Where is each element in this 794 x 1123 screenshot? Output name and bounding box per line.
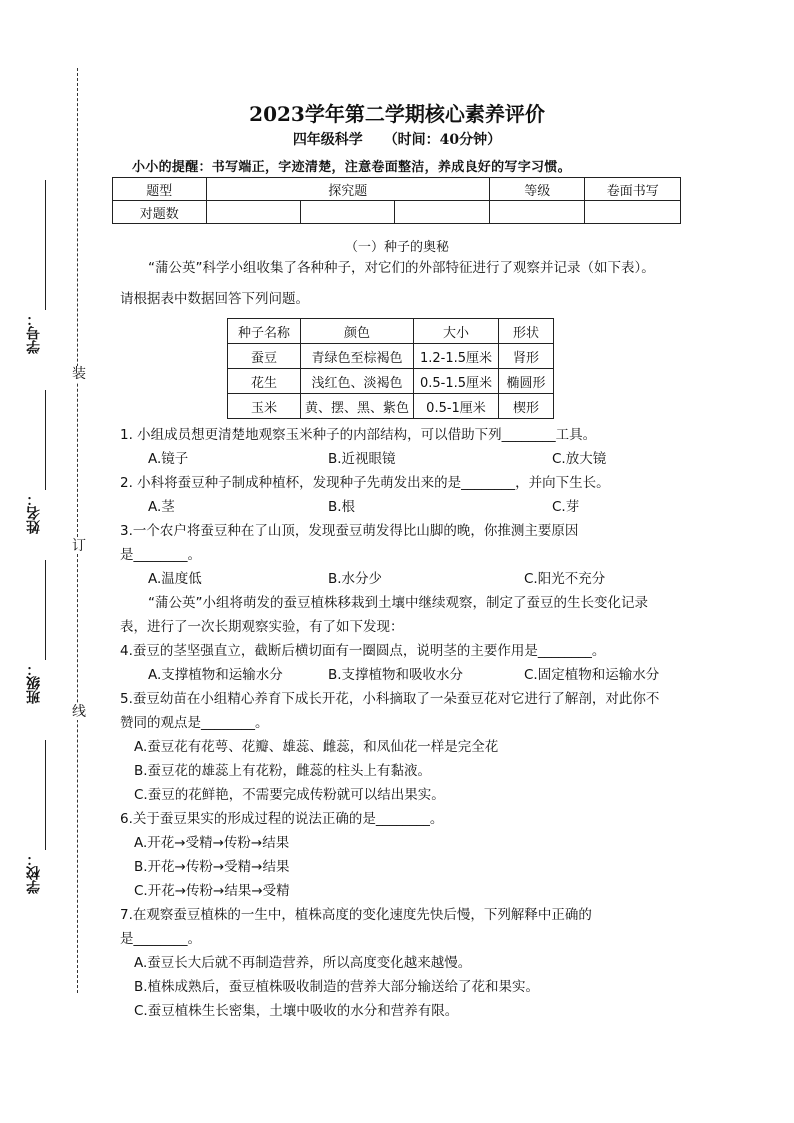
seed-cell: 肾形 <box>499 344 554 369</box>
seed-cell: 玉米 <box>228 394 301 419</box>
question-3-option-a[interactable]: A.温度低 <box>148 571 202 587</box>
question-6-option-a[interactable]: A.开花→受精→传粉→结果 <box>134 835 290 851</box>
binding-char-ding: 订 <box>72 538 86 554</box>
question-1-option-a[interactable]: A.镜子 <box>148 451 189 467</box>
seed-header-cell: 大小 <box>414 319 499 344</box>
seed-header-cell: 形状 <box>499 319 554 344</box>
writing-reminder: 小小的提醒：书写端正，字迹清楚，注意卷面整洁，养成良好的写字习惯。 <box>132 160 571 175</box>
table-row <box>228 319 554 344</box>
section-title: （一）种子的奥秘 <box>344 240 449 255</box>
seed-cell: 0.5-1厘米 <box>414 394 499 419</box>
observation-paragraph-line-1: “蒲公英”小组将萌发的蚕豆植株移栽到土壤中继续观察，制定了蚕豆的生长变化记录 <box>148 595 648 611</box>
seed-cell: 花生 <box>228 369 301 394</box>
seed-table <box>227 318 554 419</box>
question-2: 2. 小科将蚕豆种子制成种植杯，发现种子先萌发出来的是________，并向下生长。 <box>120 475 610 491</box>
question-1-option-b[interactable]: B.近视眼镜 <box>328 451 396 467</box>
observation-paragraph-line-2: 表，进行了一次长期观察实验，有了如下发现： <box>120 619 404 635</box>
seed-cell: 0.5-1.5厘米 <box>414 369 499 394</box>
table-row <box>113 178 681 201</box>
exam-time: （时间：40分钟） <box>383 132 502 148</box>
class-input-line[interactable] <box>45 560 46 660</box>
question-5-option-b[interactable]: B.蚕豆花的雄蕊上有花粉，雌蕊的柱头上有黏液。 <box>134 763 432 779</box>
school-field <box>22 740 46 900</box>
table-row <box>228 344 554 369</box>
question-4: 4.蚕豆的茎坚强直立，截断后横切面有一圈圆点，说明茎的主要作用是________。 <box>120 643 606 659</box>
score-table <box>112 177 681 224</box>
exam-subject: 四年级科学 <box>292 132 363 148</box>
student-name-field <box>22 390 46 540</box>
score-cell: 对题数 <box>113 201 207 224</box>
score-input-cell[interactable] <box>585 201 681 224</box>
table-row <box>228 394 554 419</box>
class-field <box>22 560 46 710</box>
question-7-option-c[interactable]: C.蚕豆植株生长密集，土壤中吸收的水分和营养有限。 <box>134 1003 459 1019</box>
seed-cell: 蚕豆 <box>228 344 301 369</box>
question-5-option-a[interactable]: A.蚕豆花有花萼、花瓣、雄蕊、雌蕊，和凤仙花一样是完全花 <box>134 739 499 755</box>
student-id-label: 学号： <box>26 312 42 354</box>
binding-char-zhuang: 装 <box>72 366 86 382</box>
student-id-field <box>22 180 46 360</box>
question-1: 1. 小组成员想更清楚地观察玉米种子的内部结构，可以借助下列________工具。 <box>120 427 597 443</box>
question-5-line-2: 赞同的观点是________。 <box>120 715 269 731</box>
seed-cell: 浅红色、淡褐色 <box>301 369 414 394</box>
seed-cell: 青绿色至棕褐色 <box>301 344 414 369</box>
student-name-label: 姓名： <box>26 492 42 534</box>
score-input-cell[interactable] <box>206 201 300 224</box>
seed-header-cell: 种子名称 <box>228 319 301 344</box>
score-input-cell[interactable] <box>301 201 395 224</box>
question-6-option-b[interactable]: B.开花→传粉→受精→结果 <box>134 859 290 875</box>
question-1-option-c[interactable]: C.放大镜 <box>552 451 607 467</box>
question-3-option-c[interactable]: C.阳光不充分 <box>524 571 606 587</box>
table-row <box>228 369 554 394</box>
question-3-line-1: 3.一个农户将蚕豆种在了山顶，发现蚕豆萌发得比山脚的晚，你推测主要原因 <box>120 523 579 539</box>
intro-line-1: “蒲公英”科学小组收集了各种种子，对它们的外部特征进行了观察并记录（如下表）。 <box>148 260 655 276</box>
question-3-option-b[interactable]: B.水分少 <box>328 571 383 587</box>
exam-title: 2023学年第二学期核心素养评价 <box>249 102 545 126</box>
seed-cell: 黄、摆、黑、紫色 <box>301 394 414 419</box>
question-6-option-c[interactable]: C.开花→传粉→结果→受精 <box>134 883 290 899</box>
question-2-option-c[interactable]: C.芽 <box>552 499 580 515</box>
class-label: 班级： <box>26 662 42 704</box>
question-5-line-1: 5.蚕豆幼苗在小组精心养育下成长开花，小科摘取了一朵蚕豆花对它进行了解剖，对此你不 <box>120 691 660 707</box>
student-name-input-line[interactable] <box>45 390 46 490</box>
question-7-line-2: 是________。 <box>120 931 201 947</box>
score-cell: 等级 <box>489 178 585 201</box>
score-cell: 探究题 <box>206 178 489 201</box>
binding-char-xian: 线 <box>72 704 86 720</box>
intro-line-2: 请根据表中数据回答下列问题。 <box>120 291 309 307</box>
question-5-option-c[interactable]: C.蚕豆的花鲜艳，不需要完成传粉就可以结出果实。 <box>134 787 445 803</box>
score-input-cell[interactable] <box>395 201 489 224</box>
question-4-option-a[interactable]: A.支撑植物和运输水分 <box>148 667 283 683</box>
score-cell: 卷面书写 <box>585 178 681 201</box>
seed-cell: 1.2-1.5厘米 <box>414 344 499 369</box>
table-row <box>113 201 681 224</box>
seed-header-cell: 颜色 <box>301 319 414 344</box>
question-7-line-1: 7.在观察蚕豆植株的一生中，植株高度的变化速度先快后慢，下列解释中正确的 <box>120 907 592 923</box>
question-7-option-b[interactable]: B.植株成熟后，蚕豆植株吸收制造的营养大部分输送给了花和果实。 <box>134 979 540 995</box>
seed-cell: 椭圆形 <box>499 369 554 394</box>
school-label: 学校： <box>26 852 42 894</box>
question-7-option-a[interactable]: A.蚕豆长大后就不再制造营养，所以高度变化越来越慢。 <box>134 955 472 971</box>
question-2-option-a[interactable]: A.茎 <box>148 499 175 515</box>
binding-dashed-line <box>77 68 78 993</box>
school-input-line[interactable] <box>45 740 46 850</box>
question-4-option-c[interactable]: C.固定植物和运输水分 <box>524 667 660 683</box>
question-4-option-b[interactable]: B.支撑植物和吸收水分 <box>328 667 464 683</box>
question-2-option-b[interactable]: B.根 <box>328 499 356 515</box>
question-3-line-2: 是________。 <box>120 547 201 563</box>
score-input-cell[interactable] <box>489 201 585 224</box>
seed-cell: 楔形 <box>499 394 554 419</box>
exam-subtitle <box>0 129 794 149</box>
question-6: 6.关于蚕豆果实的形成过程的说法正确的是________。 <box>120 811 444 827</box>
score-cell: 题型 <box>113 178 207 201</box>
